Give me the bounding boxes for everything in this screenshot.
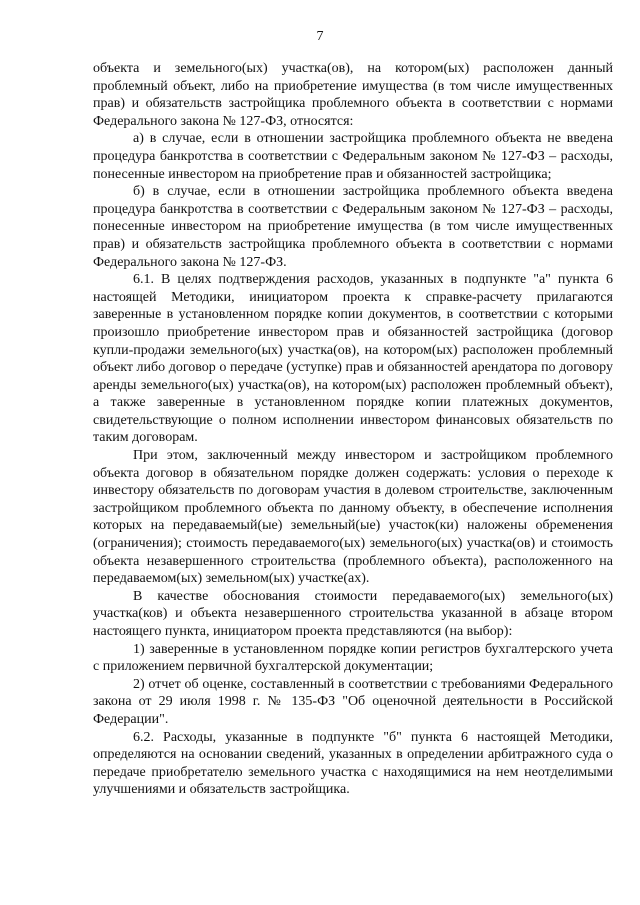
paragraph-option-1: 1) заверенные в установленном порядке копии регистров бухгалтерского учета с приложением первичной бухгалтерской документации; [93,641,613,675]
paragraph-option-2: 2) отчет об оценке, составленный в соответствии с требованиями Федерального закона от 29 июля 1998 г. № 135-ФЗ "Об оценочной деятельности в Российской Федерации". [93,676,613,727]
paragraph-6-1: 6.1. В целях подтверждения расходов, указанных в подпункте "а" пункта 6 настоящей Методики, инициатором проекта к справке-расчету прилагаются заверенные в установленном порядке копии документов, в соответствии с которыми произошло приобретение инвестором прав и обязанностей застройщика (договор купли-продажи земельного(ых) участка(ов), на котором(ых) расположен проблемный объект либо договор о передаче (уступке) прав и обязанностей арендатора по договору аренды земельного(ых) участка(ов), на котором(ых) расположен проблемный объект), а также заверенные в установленном порядке копии платежных документов, свидетельствующие о полном исполнении инвестором финансовых обязательств по таким договорам. [93,272,613,446]
paragraph-item-a: а) в случае, если в отношении застройщика проблемного объекта не введена процедура банкротства в соответствии с Федеральным законом № 127-ФЗ – расходы, понесенные инвестором на приобретение прав и обязанностей застройщика; [93,131,613,182]
paragraph-item-b: б) в случае, если в отношении застройщика проблемного объекта введена процедура банкротства в соответствии с Федеральным законом № 127-ФЗ – расходы, понесенные инвестором на приобретение имущества (в том числе имущественных прав) и обязательств застройщика проблемного объекта в соответствии с нормами Федерального закона № 127-ФЗ. [93,184,613,270]
paragraph-continuation: объекта и земельного(ых) участка(ов), на котором(ых) расположен данный проблемный объект, либо на приобретение имущества (в том числе имущественных прав) и обязательств застройщика проблемного объекта в соответствии с нормами Федерального закона № 127-ФЗ, относятся: [93,61,613,129]
page-number: 7 [316,29,324,44]
document-body [93,60,613,799]
paragraph-contract-requirements: При этом, заключенный между инвестором и застройщиком проблемного объекта договор в обязательном порядке должен содержать: условия о переходе к инвестору обязательств по договорам участия в долевом строительстве, заключенным застройщиком проблемного объекта по данному объекту, в обеспечение исполнения которых на передаваемый(ые) земельный(ые) участок(ки) наложены обременения (ограничения); стоимость передаваемого(ых) земельного(ых) участка(ов) и стоимость объекта незавершенного строительства (проблемного объекта), расположенного на передаваемом(ых) земельном(ых) участке(ах). [93,448,613,587]
paragraph-6-2: 6.2. Расходы, указанные в подпункте "б" пункта 6 настоящей Методики, определяются на основании сведений, указанных в определении арбитражного суда о передаче приобретателю земельного участка с находящимися на нем неотделимыми улучшениями и обязательств застройщика. [93,729,613,798]
paragraph-cost-justification: В качестве обоснования стоимости передаваемого(ых) земельного(ых) участка(ков) и объекта незавершенного строительства указанной в абзаце втором настоящего пункта, инициатором проекта представляются (на выбор): [93,588,613,639]
